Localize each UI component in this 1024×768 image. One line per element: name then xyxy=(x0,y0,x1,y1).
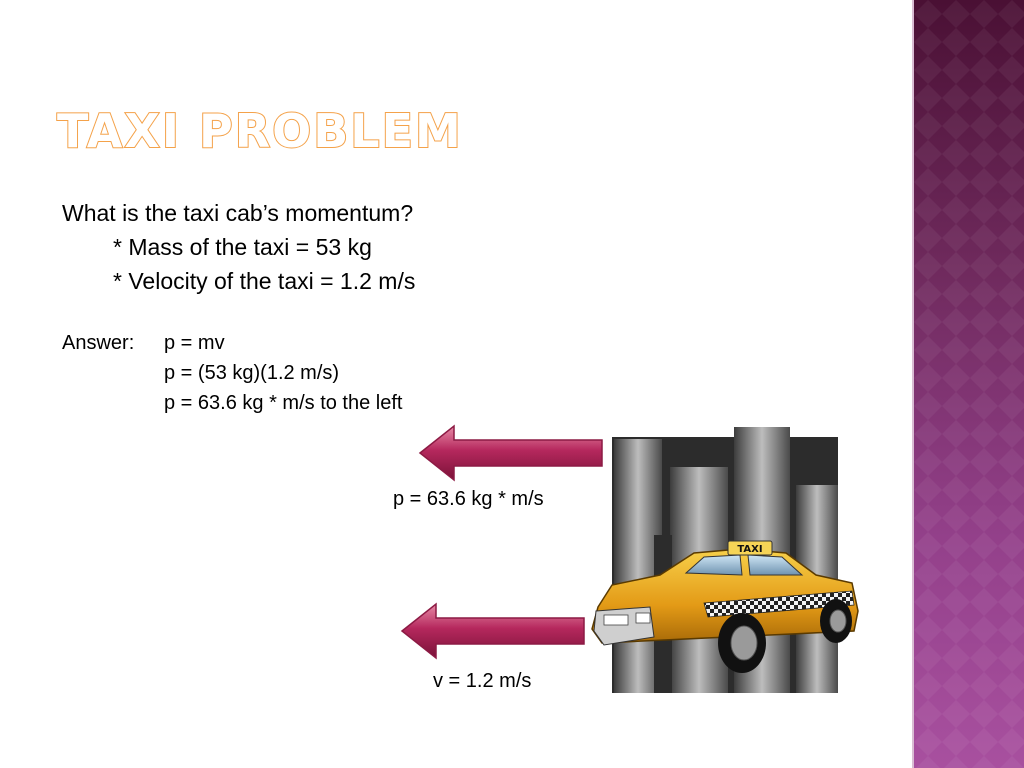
question-text: What is the taxi cab’s momentum? xyxy=(62,200,414,226)
answer-line-result: p = 63.6 kg * m/s to the left xyxy=(164,392,403,414)
decorative-side-band xyxy=(912,0,1024,768)
left-arrow-icon xyxy=(400,602,586,660)
velocity-bullet: * Velocity of the taxi = 1.2 m/s xyxy=(113,268,416,294)
answer-line-formula: p = mv xyxy=(164,332,225,354)
mass-bullet: * Mass of the taxi = 53 kg xyxy=(113,234,372,260)
taxi-icon xyxy=(590,425,862,693)
velocity-label: v = 1.2 m/s xyxy=(433,670,532,692)
left-arrow-icon xyxy=(418,424,604,482)
momentum-label: p = 63.6 kg * m/s xyxy=(393,488,544,510)
taxi-sign-text: TAXI xyxy=(737,544,763,555)
answer-line-substitution: p = (53 kg)(1.2 m/s) xyxy=(164,362,340,384)
diamond-pattern xyxy=(914,0,1024,768)
slide-title: TAXI PROBLEM xyxy=(57,104,463,158)
answer-label: Answer: xyxy=(62,332,135,354)
